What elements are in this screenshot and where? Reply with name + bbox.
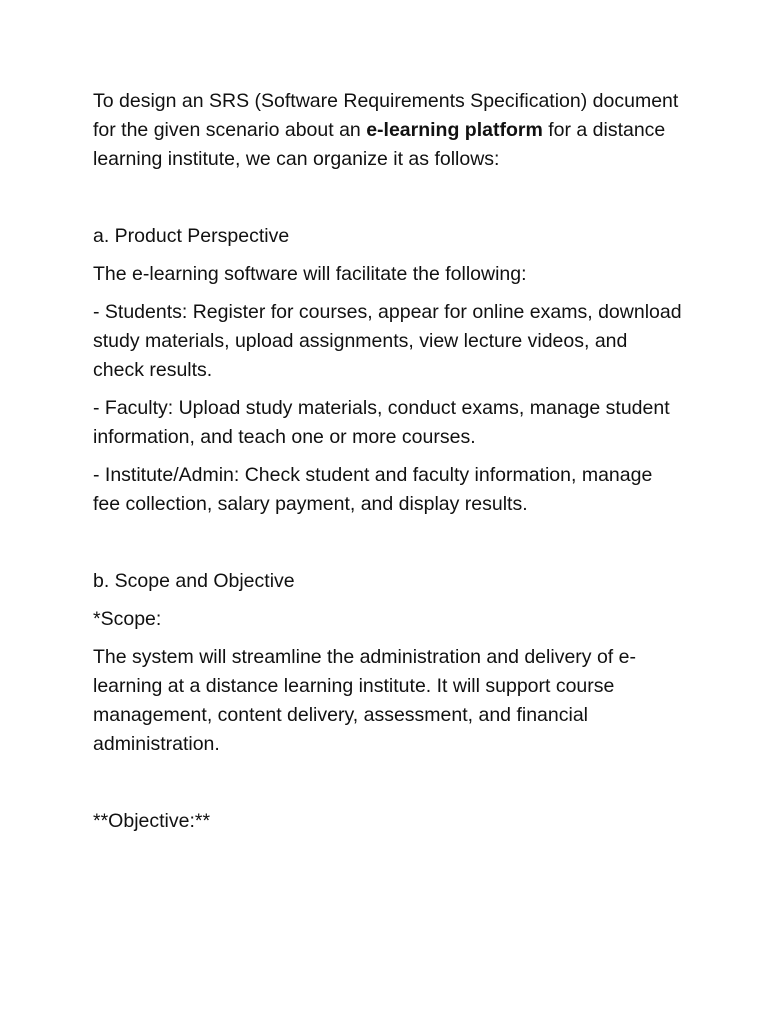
spacer [93,174,683,222]
intro-text-2: for a distance learning institute, we can organize it as follows: [93,119,666,170]
objective-label: **Objective:** [93,810,211,832]
list-item-admin: - Institute/Admin: Check student and faculty information, manage fee collection, salary payment, and display results. [93,464,653,515]
intro-bold-term: e-learning platform [366,119,543,141]
scope-text: The system will streamline the administration and delivery of e-learning at a distance learning institute. It will support course management, content delivery, assessment, and financial administration. [93,646,636,755]
spacer [93,759,683,807]
intro-text-1: To design an SRS (Software Requirements Specification) document for the given scenario about an [93,90,679,141]
spacer [93,519,683,567]
intro-paragraph [93,87,683,174]
section-b-heading: b. Scope and Objective [93,570,295,592]
list-item-students: - Students: Register for courses, appear for online exams, download study materials, upload assignments, view lecture videos, and check results. [93,301,682,381]
document-body [93,87,683,836]
list-item-faculty: - Faculty: Upload study materials, conduct exams, manage student information, and teach one or more courses. [93,397,670,448]
spacer [93,634,683,643]
spacer [93,289,683,298]
scope-label: *Scope: [93,608,162,630]
spacer [93,385,683,394]
section-a-heading: a. Product Perspective [93,225,290,247]
spacer [93,452,683,461]
section-a-lead: The e-learning software will facilitate the following: [93,263,527,285]
spacer [93,596,683,605]
spacer [93,251,683,260]
